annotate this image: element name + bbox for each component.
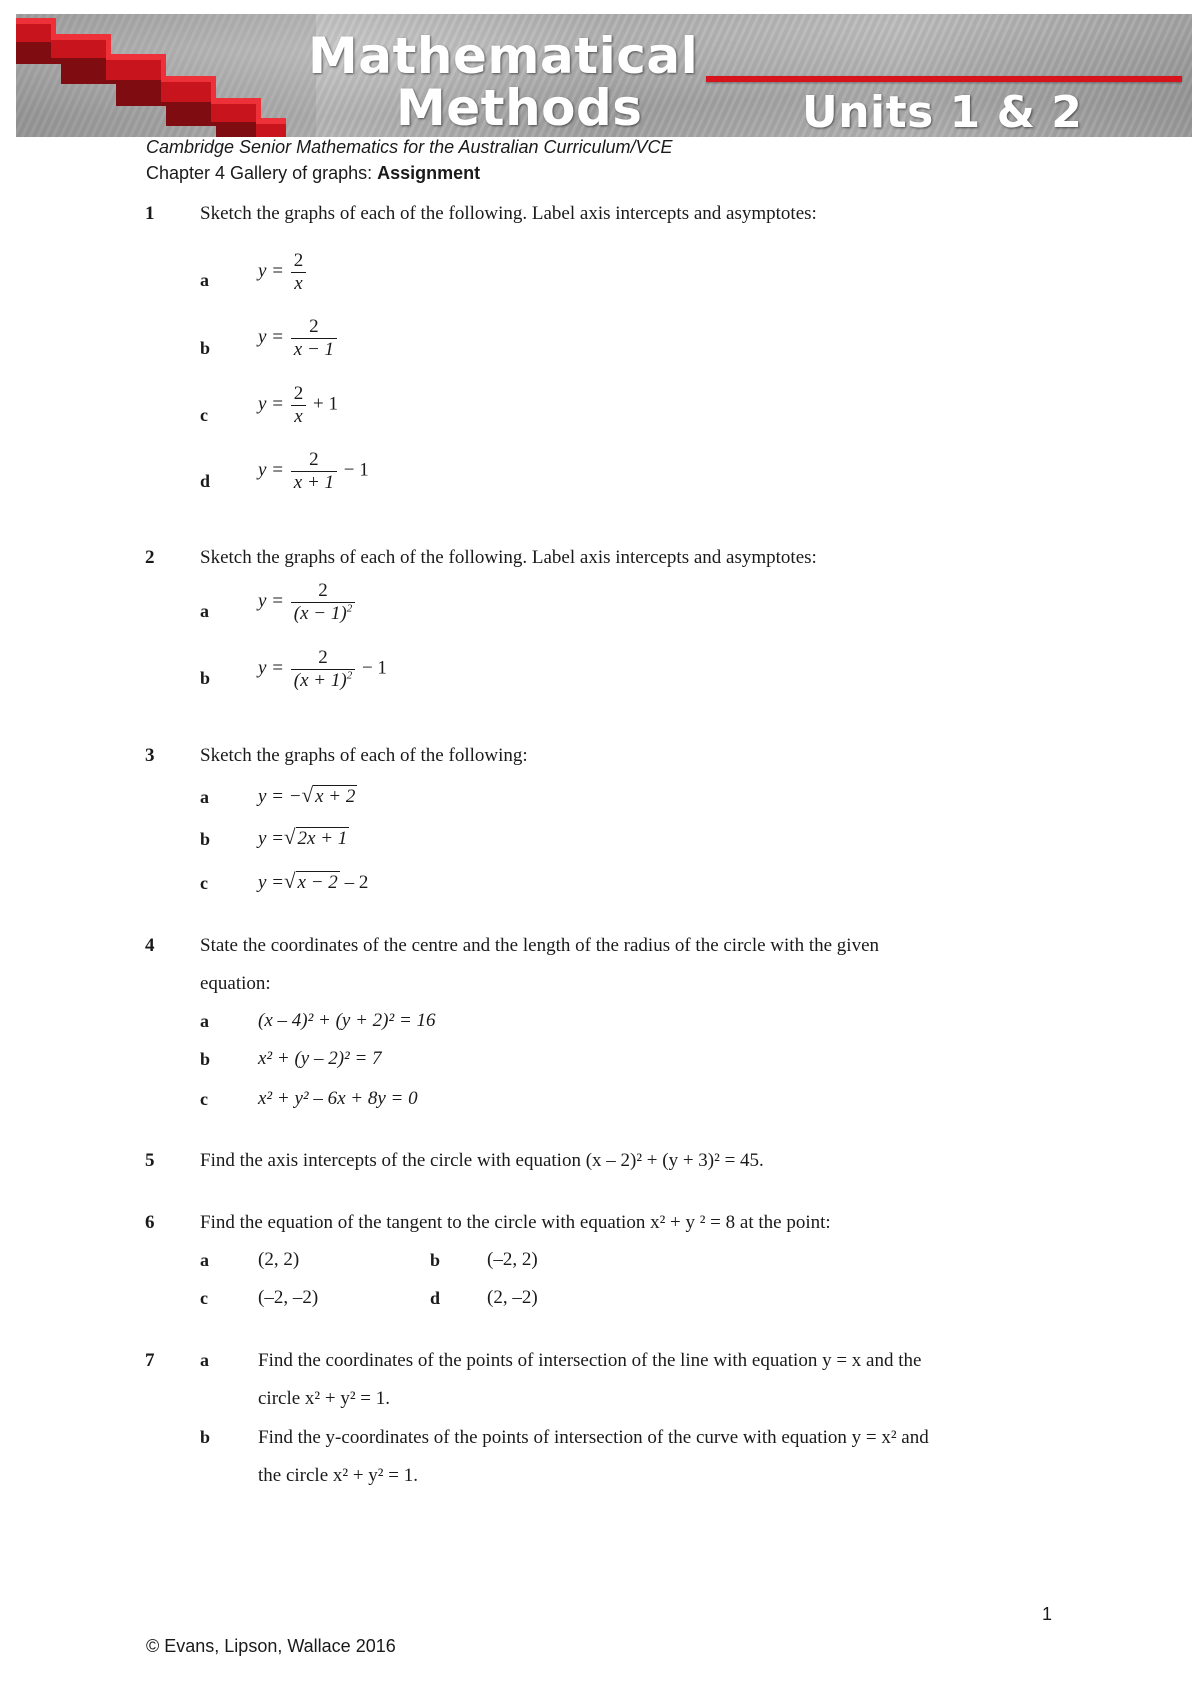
question-text-4-line2: equation: [200,973,271,994]
question-7b-line2: the circle x² + y² = 1. [258,1465,418,1486]
part-label: a [200,787,209,807]
part-label: c [200,873,208,893]
question-text-3: Sketch the graphs of each of the following: [200,745,528,766]
part-label: c [200,1089,208,1109]
copyright: © Evans, Lipson, Wallace 2016 [146,1636,396,1656]
chapter-assignment: Assignment [377,163,481,183]
equation: y = $\frac{2}{(x - 1)^2}$ [258,580,357,625]
equation: x² + y² – 6x + 8y = 0 [258,1088,418,1109]
question-text-1: Sketch the graphs of each of the following. Label axis intercepts and asymptotes: [200,203,817,224]
question-text-6: Find the equation of the tangent to the circle with equation x² + y ² = 8 at the point: [200,1212,831,1233]
equation: y = $\frac{2}{(x + 1)^2}$ − 1 [258,647,387,691]
banner-title-line2: Methods [396,79,643,137]
part-label: b [200,668,211,688]
point-value: (–2, –2) [258,1287,319,1308]
staircase-graphic [16,14,316,137]
question-number-2: 2 [145,547,155,568]
part-label: a [200,1250,209,1270]
question-number-7: 7 [145,1350,155,1371]
part-label: b [200,338,211,358]
point-value: (–2, 2) [487,1249,538,1270]
part-label: d [430,1288,441,1308]
equation: y = $\frac{2}{x + 1}$ − 1 [258,449,369,493]
question-7b-line1: Find the y-coordinates of the points of intersection of the curve with equation y = x² and [258,1427,929,1448]
part-label: a [200,601,209,621]
equation: y =√ x − 2 – 2 [258,869,369,893]
book-title: Cambridge Senior Mathematics for the Australian Curriculum/VCE [146,137,673,157]
part-label: b [200,1427,211,1447]
part-label: a [200,270,209,290]
question-text-5: Find the axis intercepts of the circle with equation (x – 2)² + (y + 3)² = 45. [200,1150,764,1171]
question-7a-line1: Find the coordinates of the points of intersection of the line with equation y = x and the [258,1350,922,1371]
equation: (x – 4)² + (y + 2)² = 16 [258,1010,436,1031]
question-number-1: 1 [145,203,155,224]
equation: y =√ 2x + 1 [258,825,348,849]
part-label: a [200,1011,209,1031]
page-number: 1 [1042,1604,1053,1624]
question-7a-line2: circle x² + y² = 1. [258,1388,391,1409]
banner-units: Units 1 & 2 [802,87,1083,137]
banner-accent-rule [706,76,1182,82]
part-label: c [200,1288,208,1308]
part-label: d [200,471,211,491]
equation: y = $\frac{2}{x}$ + 1 [258,383,338,427]
question-number-4: 4 [145,935,155,956]
point-value: (2, –2) [487,1287,538,1308]
equation: y = −√ x + 2 [258,783,356,807]
equation: y = $\frac{2}{x}$ [258,250,308,295]
question-text-4-line1: State the coordinates of the centre and the length of the radius of the circle with the given [200,935,880,956]
part-label: c [200,405,208,425]
question-text-2: Sketch the graphs of each of the following. Label axis intercepts and asymptotes: [200,547,817,568]
point-value: (2, 2) [258,1249,300,1270]
chapter-title [146,163,480,184]
part-label: b [430,1250,441,1270]
question-number-5: 5 [145,1150,155,1171]
question-number-3: 3 [145,745,155,766]
part-label: b [200,829,211,849]
chapter-prefix: Chapter 4 Gallery of graphs: [146,163,378,183]
banner-title-line1: Mathematical [308,27,699,85]
part-label: a [200,1350,209,1370]
equation: y = $\frac{2}{x - 1}$ [258,316,339,361]
part-label: b [200,1049,211,1069]
header-banner [16,14,1192,137]
equation: x² + (y – 2)² = 7 [258,1048,382,1069]
question-number-6: 6 [145,1212,155,1233]
